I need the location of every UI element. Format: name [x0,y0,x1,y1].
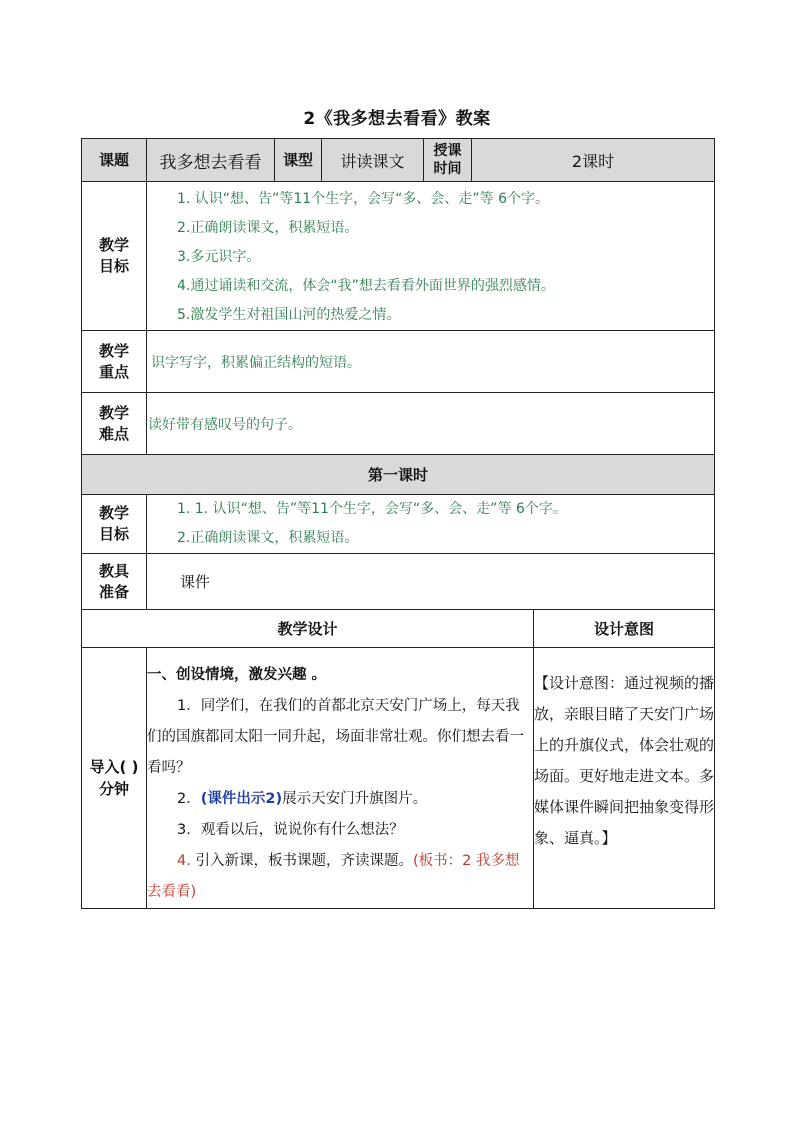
tools-value: 课件 [147,554,715,610]
design-step-1: 1．同学们，在我们的首都北京天安门广场上，每天我们的国旗都同太阳一同升起，场面非常壮观。你们想去看一看吗？ [147,698,524,776]
board-note: (板书：2 我多想去看看) [147,853,520,900]
step-2-number: 2． [177,791,201,807]
lesson1-title-row [82,455,715,495]
tools-row [82,554,715,610]
design-header-row [82,610,715,648]
lesson-plan-table [81,138,715,909]
focus-label: 教学重点 [82,331,147,393]
lesson1-goal-item: 1. 1. 认识“想、告”等11个生字，会写“多、会、走”等 6个字。 [177,501,567,517]
intent-col-title: 设计意图 [534,610,715,648]
lesson1-goals-label: 教学目标 [82,495,147,554]
topic-label: 课题 [82,139,147,182]
step-4-text: 引入新课，板书课题，齐读课题。 [195,853,413,869]
design-content [147,648,534,909]
design-intent: 【设计意图：通过视频的播放，亲眼目睹了天安门广场上的升旗仪式，体会壮观的场面。更好地走进文本。多媒体课件瞬间把抽象变得形象、逼真。】 [534,648,715,909]
goal-item: 3.多元识字。 [177,249,261,265]
focus-value: 识字写字，积累偏正结构的短语。 [147,331,715,393]
focus-row [82,331,715,393]
design-heading: 一、创设情境，激发兴趣 。 [147,667,327,683]
goal-item: 5.激发学生对祖国山河的热爱之情。 [177,307,401,323]
page-title: 2《我多想去看看》教案 [303,109,491,129]
type-value: 讲读课文 [322,139,424,182]
type-label: 课型 [275,139,322,182]
tools-label: 教具准备 [82,554,147,610]
goals-list [147,182,715,331]
goal-item: 1. 认识“想、告”等11个生字，会写“多、会、走”等 6个字。 [177,191,549,207]
goals-row [82,182,715,331]
design-step-4 [147,846,533,908]
header-row [82,139,715,182]
goals-label: 教学目标 [82,182,147,331]
goal-item: 4.通过诵读和交流，体会“我”想去看看外面世界的强烈感情。 [177,278,555,294]
design-step-2 [147,784,533,815]
time-label: 授课时间 [424,139,472,182]
difficulty-value: 读好带有感叹号的句子。 [147,393,715,455]
step-2-text: 展示天安门升旗图片。 [282,791,428,807]
lesson1-goals-row [82,495,715,554]
lesson1-title: 第一课时 [82,455,715,495]
stage-label: 导入( )分钟 [82,648,147,909]
design-step-3: 3．观看以后，说说你有什么想法？ [177,822,404,838]
goal-item: 2.正确朗读课文，积累短语。 [177,220,359,236]
lesson1-goals-list [147,495,715,554]
difficulty-label: 教学难点 [82,393,147,455]
design-col-title: 教学设计 [82,610,534,648]
courseware-note: (课件出示2) [200,791,283,807]
topic-value: 我多想去看看 [147,139,275,182]
step-4-number: 4. [177,853,191,869]
difficulty-row [82,393,715,455]
time-value: 2课时 [472,139,715,182]
lesson1-goal-item: 2.正确朗读课文，积累短语。 [177,530,359,546]
design-body-row [82,648,715,909]
